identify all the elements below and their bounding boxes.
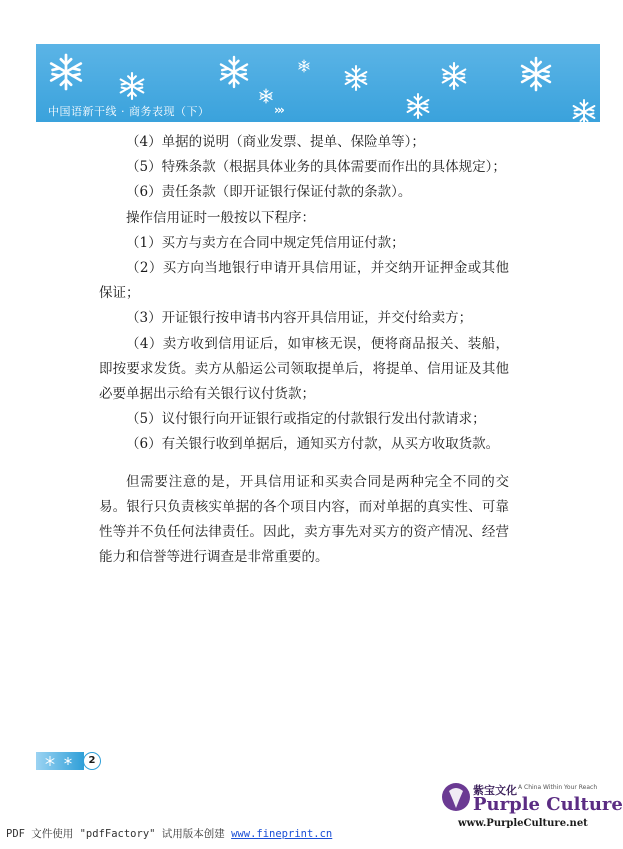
paragraph: 但需要注意的是，开具信用证和买卖合同是两种完全不同的交易。银行只负责核实单据的各个项目内容，而对单据的真实性、可靠性等并不负任何法律责任。因此，卖方事先对买方的资产情况、经营能力和信誉等进行调查是非常重要的。 — [99, 473, 509, 566]
paragraph: （6）责任条款（即开证银行保证付款的条款）。 — [126, 184, 412, 201]
purple-culture-logo-icon — [440, 780, 472, 816]
footer-decoration — [36, 752, 84, 770]
pdf-notice — [6, 826, 332, 841]
pdf-notice-text: PDF 文件使用 "pdfFactory" 试用版本创建 — [6, 828, 232, 840]
pdf-notice-link[interactable]: www.fineprint.cn — [231, 828, 333, 840]
paragraph: （3）开证银行按申请书内容开具信用证，并交付给卖方； — [126, 310, 473, 327]
paragraph: （5）议付银行向开证银行或指定的付款银行发出付款请求； — [126, 411, 486, 428]
paragraph: （5）特殊条款（根据具体业务的具体需要而作出的具体规定）； — [126, 159, 506, 176]
snowflake-icon — [36, 752, 84, 770]
watermark-logo — [440, 780, 623, 830]
page-number: 2 — [83, 752, 101, 770]
paragraph: 操作信用证时一般按以下程序： — [126, 209, 315, 226]
main-text — [99, 130, 509, 570]
watermark-url: www.PurpleCulture.net — [458, 818, 588, 829]
paragraph: （6）有关银行收到单据后，通知买方付款，从买方收取货款。 — [126, 436, 500, 453]
series-title: 中国语新干线 · 商务表现（下） — [48, 105, 210, 118]
watermark-tagline: A China Within Your Reach — [518, 784, 598, 791]
paragraph: （1）买方与卖方在合同中规定凭信用证付款； — [126, 234, 405, 251]
chevron-icon: ››› — [274, 103, 283, 117]
paragraph: （2）买方向当地银行申请开具信用证，并交纳开证押金或其他保证； — [99, 260, 509, 302]
watermark-english-name: Purple Culture — [473, 794, 623, 815]
paragraph: （4）卖方收到信用证后，如审核无误，便将商品报关、装船，即按要求发货。卖方从船运公司领取提单后，将提单、信用证及其他必要单据出示给有关银行议付货款； — [99, 335, 509, 403]
paragraph: （4）单据的说明（商业发票、提单、保险单等）； — [126, 134, 425, 150]
watermark-chinese-name: 紫宝文化 — [473, 784, 517, 797]
